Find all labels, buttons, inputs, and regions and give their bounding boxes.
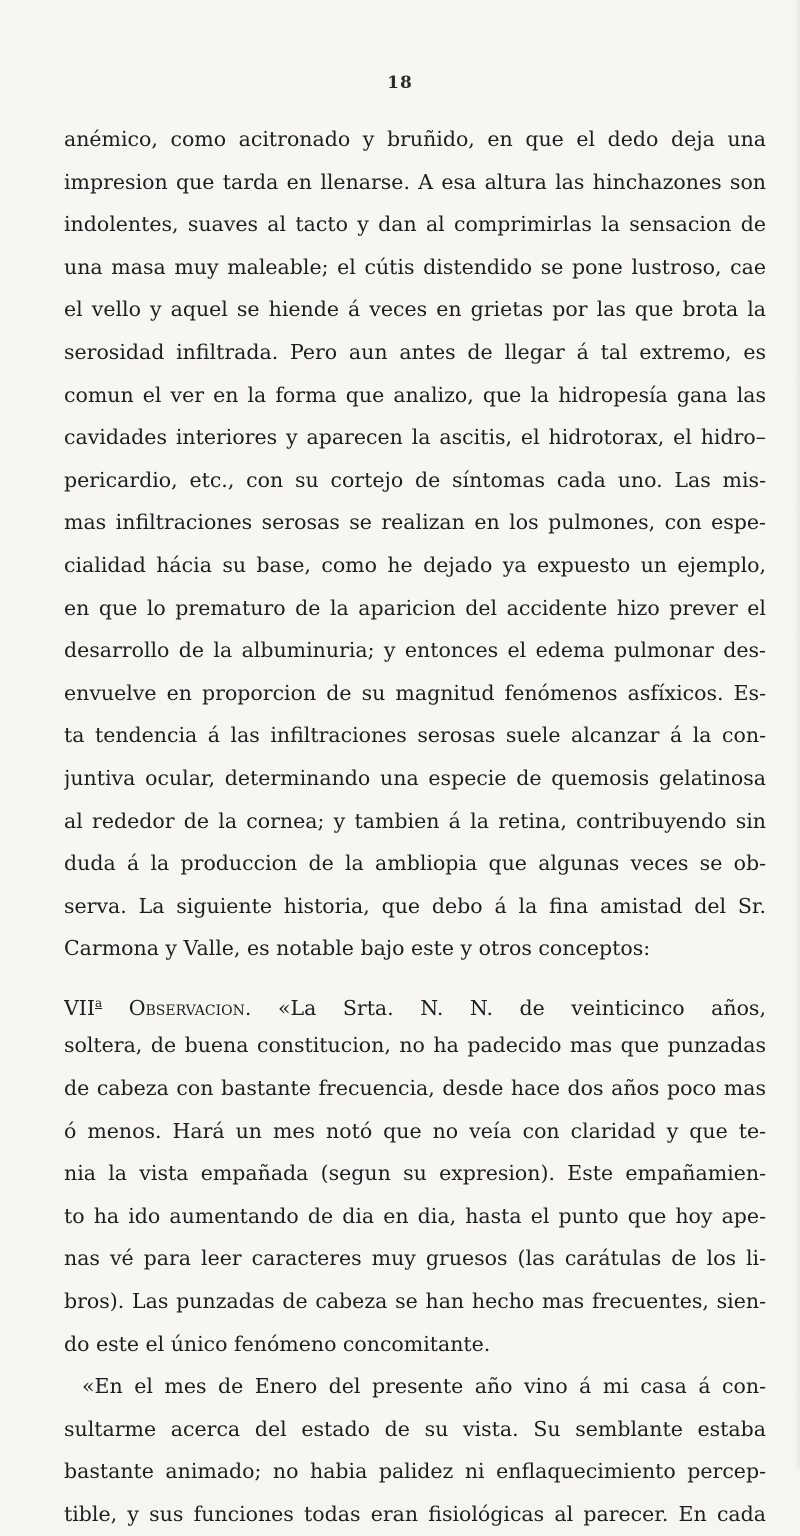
observation-intro: «La Srta. N. N. de veinticinco años,	[277, 995, 766, 1020]
page-number: 18	[387, 73, 413, 93]
text-line: bros). Las punzadas de cabeza se han hecho mas frecuentes, sien-	[64, 1289, 766, 1314]
text-line: anémico, como acitronado y bruñido, en que el dedo deja una	[64, 127, 766, 151]
text-line: en que lo prematuro de la aparicion del accidente hizo prever el	[64, 595, 766, 620]
text-line: bastante animado; no habia palidez ni enflaquecimiento percep-	[64, 1459, 766, 1484]
text-line: indolentes, suaves al tacto y dan al comprimirlas la sensacion de	[64, 212, 766, 237]
text-line: envuelve en proporcion de su magnitud fenómenos asfíxicos. Es-	[64, 680, 766, 705]
text-line: mas infiltraciones serosas se realizan en los pulmones, con espe-	[64, 510, 766, 535]
text-line: cavidades interiores y aparecen la ascitis, el hidrotorax, el hidro–	[64, 425, 766, 450]
paragraph-1	[64, 118, 766, 970]
text-line: tible, y sus funciones todas eran fisiológicas al parecer. En cada	[64, 1502, 766, 1526]
text-line: Carmona y Valle, es notable bajo este y otros conceptos:	[64, 936, 651, 961]
observation-number-superscript: a	[95, 995, 103, 1010]
text-line: «En el mes de Enero del presente año vino á mi casa á con-	[82, 1374, 766, 1399]
text-line: soltera, de buena constitucion, no ha padecido mas que punzadas	[64, 1033, 766, 1058]
text-line: una masa muy maleable; el cútis distendido se pone lustroso, cae	[64, 254, 766, 279]
text-line: do este el único fenómeno concomitante.	[64, 1331, 491, 1356]
text-line: serva. La siguiente historia, que debo á la fina amistad del Sr.	[64, 893, 766, 918]
text-line: el vello y aquel se hiende á veces en grietas por las que brota la	[64, 297, 766, 322]
text-line: ó menos. Hará un mes notó que no veía con claridad y que te-	[64, 1118, 766, 1143]
text-line: desarrollo de la albuminuria; y entonces el edema pulmonar des-	[64, 638, 766, 663]
observation-number: VII	[64, 995, 96, 1020]
text-line: sultarme acerca del estado de su vista. Su semblante estaba	[64, 1416, 766, 1441]
text-line: serosidad infiltrada. Pero aun antes de llegar á tal extremo, es	[64, 339, 766, 364]
text-line: comun el ver en la forma que analizo, que la hidropesía gana las	[64, 382, 766, 407]
text-line: al rededor de la cornea; y tambien á la retina, contribuyendo sin	[64, 808, 766, 833]
text-line: impresion que tarda en llenarse. A esa altura las hinchazones son	[64, 169, 766, 194]
text-line: nas vé para leer caracteres muy gruesos (las carátulas de los li-	[64, 1246, 766, 1271]
text-line: de cabeza con bastante frecuencia, desde hace dos años poco mas	[64, 1076, 766, 1101]
text-line: nia la vista empañada (segun su expresion). Este empañamien-	[64, 1161, 766, 1186]
text-line: duda á la produccion de la ambliopia que algunas veces se ob-	[64, 851, 766, 876]
text-line: juntiva ocular, determinando una especie de quemosis gelatinosa	[64, 765, 766, 790]
page-edge-shadow	[794, 0, 800, 1469]
text-line: to ha ido aumentando de dia en dia, hasta el punto que hoy ape-	[64, 1203, 766, 1228]
paragraph-spacer	[64, 970, 766, 982]
text-line: ta tendencia á las infiltraciones serosas suele alcanzar á la con-	[64, 723, 766, 748]
observation-paragraph	[64, 982, 766, 1365]
body-text	[64, 118, 766, 1536]
paragraph-3	[64, 1365, 766, 1535]
observation-heading: Observacion.	[128, 995, 252, 1020]
text-line: pericardio, etc., con su cortejo de síntomas cada uno. Las mis-	[64, 467, 766, 492]
observation-first-line	[64, 982, 766, 1025]
text-line: cialidad hácia su base, como he dejado ya expuesto un ejemplo,	[64, 552, 766, 577]
